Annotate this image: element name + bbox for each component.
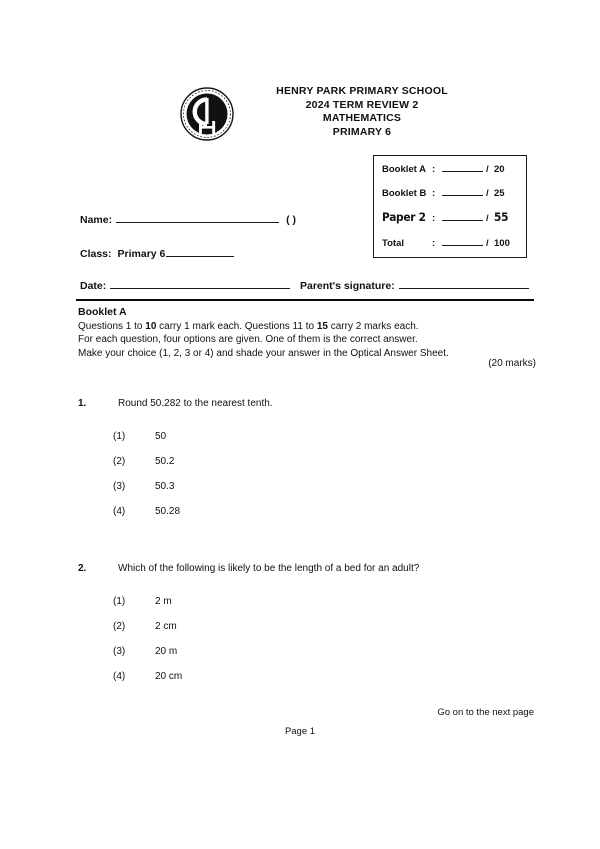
page-header bbox=[180, 85, 530, 143]
school-title-block bbox=[240, 85, 484, 139]
instr-1a: Questions 1 to bbox=[78, 320, 146, 332]
question-2-options bbox=[78, 596, 548, 696]
instructions-line-3: Make your choice (1, 2, 3 or 4) and shade your answer in the Optical Answer Sheet. bbox=[78, 347, 449, 359]
question-1-option-3[interactable] bbox=[78, 481, 548, 506]
marks-row-total bbox=[382, 236, 518, 260]
marks-score-blank[interactable] bbox=[442, 186, 483, 196]
section-marks: (20 marks) bbox=[488, 358, 536, 369]
name-index-brackets[interactable]: ( ) bbox=[286, 214, 297, 226]
option-key: (4) bbox=[113, 671, 126, 682]
school-name: HENRY PARK PRIMARY SCHOOL bbox=[276, 85, 448, 97]
class-value: Primary 6 bbox=[117, 248, 166, 260]
question-1-text: Round 50.282 to the nearest tenth. bbox=[118, 398, 273, 409]
header-divider bbox=[76, 299, 534, 301]
option-key: (1) bbox=[113, 596, 126, 607]
name-field bbox=[80, 212, 296, 226]
marks-label: Total bbox=[382, 238, 404, 249]
page-number: Page 1 bbox=[284, 726, 316, 737]
option-key: (2) bbox=[113, 621, 126, 632]
subject-title: MATHEMATICS bbox=[322, 112, 402, 124]
instr-1e: carry 2 marks each. bbox=[327, 320, 419, 332]
option-key: (2) bbox=[113, 456, 126, 467]
question-2-text: Which of the following is likely to be the length of a bed for an adult? bbox=[118, 563, 420, 574]
marks-slash: / bbox=[486, 238, 489, 249]
marks-table bbox=[373, 155, 527, 258]
question-1-header bbox=[78, 398, 548, 409]
option-value: 20 cm bbox=[155, 671, 183, 682]
date-input[interactable] bbox=[110, 278, 290, 289]
name-label: Name: bbox=[80, 214, 113, 226]
signature-label: Parent's signature: bbox=[300, 280, 395, 292]
instructions-line-2: For each question, four options are given. One of them is the correct answer. bbox=[78, 334, 418, 346]
level-title: PRIMARY 6 bbox=[332, 125, 392, 138]
question-2 bbox=[78, 563, 548, 696]
marks-label: Booklet A bbox=[382, 164, 426, 175]
question-1-option-1[interactable] bbox=[78, 431, 548, 456]
option-value: 50 bbox=[155, 431, 167, 442]
marks-row-paper-2 bbox=[382, 210, 518, 236]
question-2-option-4[interactable] bbox=[78, 671, 548, 696]
question-1-options bbox=[78, 431, 548, 531]
option-value: 20 m bbox=[155, 646, 178, 657]
marks-score-blank[interactable] bbox=[442, 211, 483, 221]
class-label: Class: bbox=[80, 248, 112, 260]
option-value: 2 m bbox=[155, 596, 172, 607]
date-label: Date: bbox=[80, 280, 107, 292]
option-value: 50.3 bbox=[155, 481, 175, 492]
question-2-option-1[interactable] bbox=[78, 596, 548, 621]
option-key: (4) bbox=[113, 506, 126, 517]
booklet-heading: Booklet A bbox=[78, 306, 127, 318]
class-field bbox=[80, 246, 234, 260]
marks-total: 100 bbox=[494, 238, 510, 249]
option-value: 2 cm bbox=[155, 621, 177, 632]
question-2-number: 2. bbox=[78, 563, 87, 574]
question-2-header bbox=[78, 563, 548, 574]
class-input[interactable] bbox=[166, 246, 234, 257]
option-value: 50.2 bbox=[155, 456, 175, 467]
marks-slash: / bbox=[486, 213, 489, 224]
option-value: 50.28 bbox=[155, 506, 181, 517]
marks-colon: : bbox=[432, 164, 436, 175]
question-1 bbox=[78, 398, 548, 531]
question-1-number: 1. bbox=[78, 398, 87, 409]
question-1-option-2[interactable] bbox=[78, 456, 548, 481]
marks-colon: : bbox=[432, 238, 436, 249]
marks-label: Paper 2 bbox=[382, 210, 426, 224]
marks-row-booklet-b bbox=[382, 186, 518, 210]
question-2-option-2[interactable] bbox=[78, 621, 548, 646]
name-input[interactable] bbox=[116, 212, 279, 223]
option-key: (1) bbox=[113, 431, 126, 442]
date-field bbox=[80, 278, 290, 292]
exam-title: 2024 TERM REVIEW 2 bbox=[305, 98, 419, 111]
marks-label: Booklet B bbox=[382, 188, 427, 199]
marks-colon: : bbox=[432, 188, 436, 199]
marks-row-booklet-a bbox=[382, 162, 518, 186]
marks-total: 20 bbox=[494, 164, 505, 175]
instructions-line-1 bbox=[78, 320, 538, 334]
instr-1c: carry 1 mark each. Questions 11 to bbox=[156, 320, 317, 332]
marks-colon: : bbox=[432, 213, 436, 224]
marks-total: 55 bbox=[494, 210, 509, 224]
instr-1b: 10 bbox=[145, 320, 157, 332]
marks-slash: / bbox=[486, 164, 489, 175]
instr-1d: 15 bbox=[316, 320, 328, 332]
question-1-option-4[interactable] bbox=[78, 506, 548, 531]
go-on-next-page: Go on to the next page bbox=[437, 707, 534, 718]
instructions-block bbox=[78, 306, 538, 360]
question-2-option-3[interactable] bbox=[78, 646, 548, 671]
option-key: (3) bbox=[113, 646, 126, 657]
marks-total: 25 bbox=[494, 188, 505, 199]
marks-score-blank[interactable] bbox=[442, 162, 483, 172]
school-crest-icon bbox=[180, 85, 234, 143]
marks-slash: / bbox=[486, 188, 489, 199]
signature-input[interactable] bbox=[399, 278, 529, 289]
option-key: (3) bbox=[113, 481, 126, 492]
marks-score-blank[interactable] bbox=[442, 236, 483, 246]
signature-field bbox=[300, 278, 529, 292]
